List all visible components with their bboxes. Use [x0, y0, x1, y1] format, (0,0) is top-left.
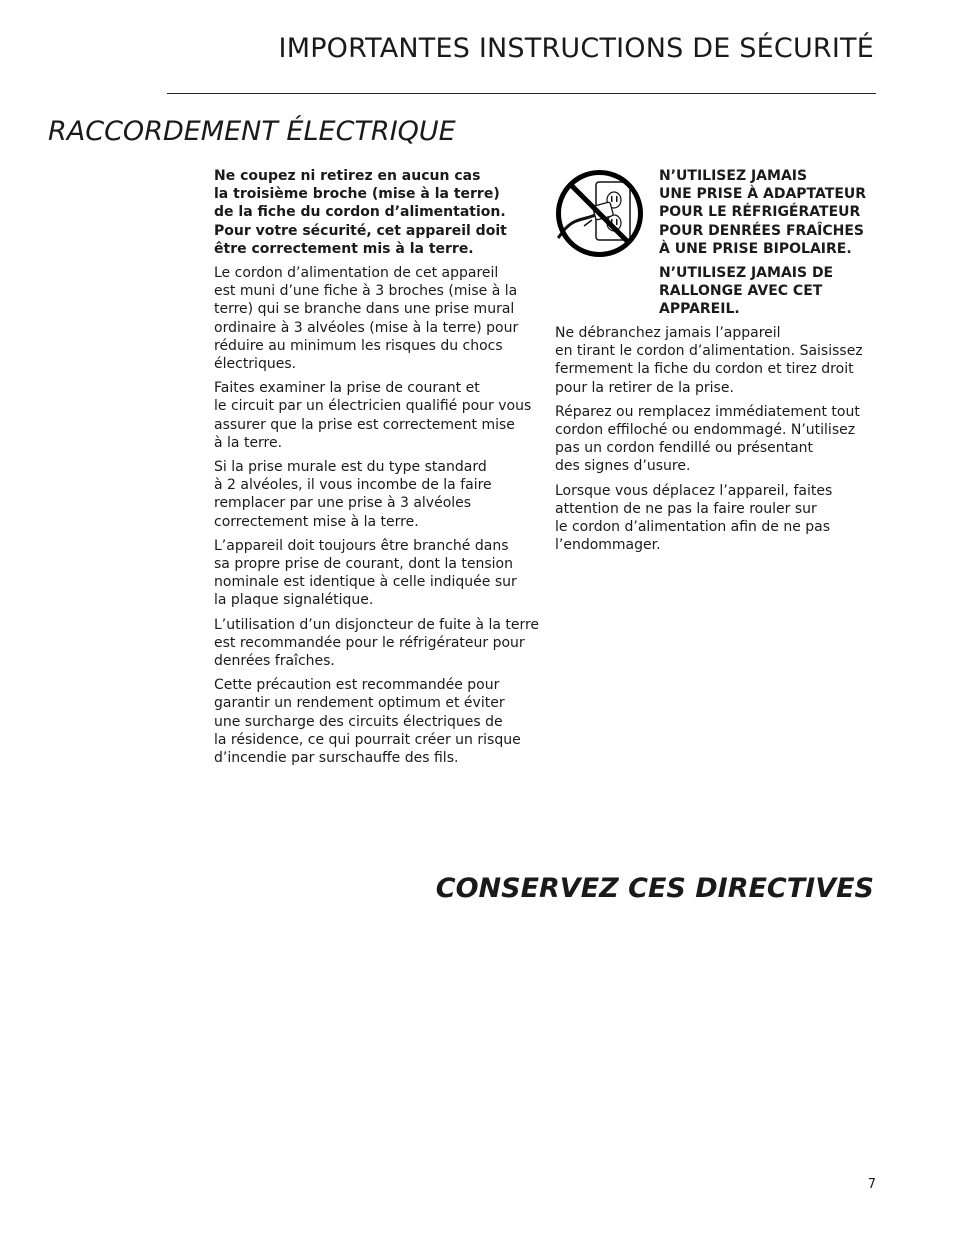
- paragraph: Réparez ou remplacez immédiatement tout cordon effiloché ou endommagé. N’utilisez pas un cordon fendillé ou présentant des signes d’usure.: [555, 403, 860, 475]
- paragraph: Lorsque vous déplacez l’appareil, faites attention de ne pas la faire rouler sur le cordon d’alimentation afin de ne pas l’endommager.: [555, 482, 833, 554]
- page-header-title: IMPORTANTES INSTRUCTIONS DE SÉCURITÉ: [278, 33, 874, 64]
- header-divider: [167, 93, 876, 94]
- no-adapter-plug-icon: [554, 168, 645, 259]
- grounding-warning: Ne coupez ni retirez en aucun cas la troisième broche (mise à la terre) de la fiche du cordon d’alimentation. Pour votre sécurité, cet appareil doit être correctement mis à la terre.: [214, 168, 507, 257]
- right-column: [555, 324, 873, 560]
- adapter-warning: [659, 167, 879, 325]
- adapter-warning-text: N’UTILISEZ JAMAIS UNE PRISE À ADAPTATEUR POUR LE RÉFRIGÉRATEUR POUR DENRÉES FRAÎCHES À UNE PRISE BIPOLAIRE.: [659, 168, 867, 257]
- paragraph: Le cordon d’alimentation de cet appareil est muni d’une fiche à 3 broches (mise à la terre) qui se branche dans une prise mural ordinaire à 3 alvéoles (mise à la terre) pour réduire au minimum les risques du chocs électriques.: [214, 265, 519, 373]
- extension-warning-text: N’UTILISEZ JAMAIS DE RALLONGE AVEC CET APPAREIL.: [659, 265, 834, 318]
- paragraph: Cette précaution est recommandée pour garantir un rendement optimum et éviter une surcharge des circuits électriques de la résidence, ce qui pourrait créer un risque d’incendie par surschauffe des fils.: [214, 677, 521, 767]
- paragraph: L’appareil doit toujours être branché dans sa propre prise de courant, dont la tension nominale est identique à celle indiquée sur la plaque signalétique.: [214, 537, 517, 609]
- paragraph: Faites examiner la prise de courant et le circuit par un électricien qualifié pour vous assurer que la prise est correctement mise à la terre.: [214, 380, 532, 451]
- page-number: 7: [867, 1177, 876, 1192]
- paragraph: L’utilisation d’un disjoncteur de fuite à la terre est recommandée pour le réfrigérateur pour denrées fraîches.: [214, 616, 540, 670]
- paragraph: Si la prise murale est du type standard à 2 alvéoles, il vous incombe de la faire remplacer par une prise à 3 alvéoles correctement mise à la terre.: [214, 459, 492, 530]
- closing-title: CONSERVEZ CES DIRECTIVES: [435, 873, 874, 904]
- left-column: [214, 167, 544, 773]
- paragraph: Ne débranchez jamais l’appareil en tirant le cordon d’alimentation. Saisissez fermement la fiche du cordon et tirez droit pour la retirer de la prise.: [555, 325, 863, 396]
- section-title: RACCORDEMENT ÉLECTRIQUE: [48, 116, 456, 147]
